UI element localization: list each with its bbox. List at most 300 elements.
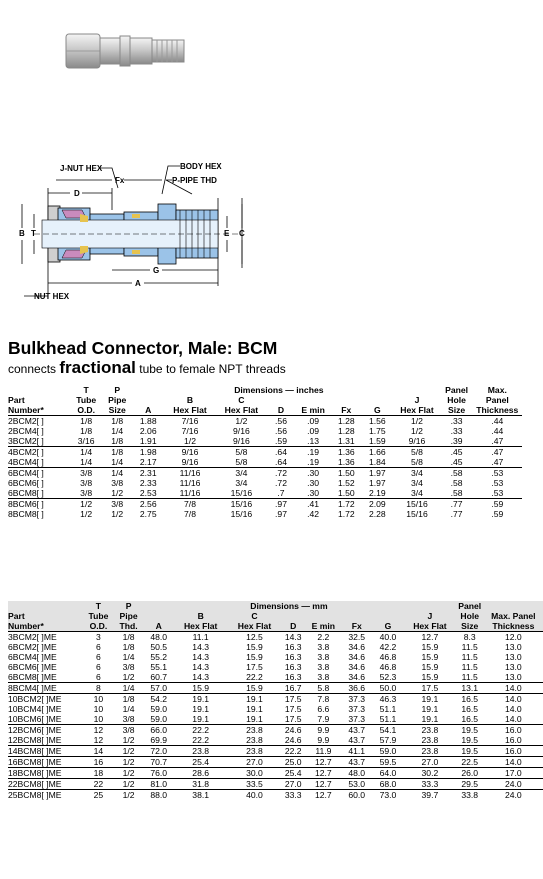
inch-cell: .77 xyxy=(441,499,473,510)
mm-cell: 3.8 xyxy=(317,662,330,672)
inch-cell: .59 xyxy=(473,499,522,510)
inch-cell: 2.31 xyxy=(132,468,164,479)
mm-header-cell: J xyxy=(404,611,456,621)
mm-cell: 51.1 xyxy=(379,704,397,714)
mm-cell: 30.2 xyxy=(404,768,456,779)
inch-header-cell: Pipe xyxy=(108,395,127,405)
inch-cell: 2.53 xyxy=(139,488,157,498)
mm-table-row xyxy=(8,725,543,736)
mm-cell: 3 xyxy=(96,632,101,642)
mm-cell: 30.0 xyxy=(228,768,282,779)
mm-cell: 25.4 xyxy=(174,757,228,768)
inch-part-number: 4BCM2[ ] xyxy=(8,447,70,458)
mm-cell: 27.0 xyxy=(228,757,282,768)
inch-part-number: 8BCM8[ ] xyxy=(8,509,44,519)
mm-header-cell: Tube xyxy=(83,611,113,621)
mm-header-cell: Hex Flat xyxy=(404,621,456,632)
mm-cell: 1/8 xyxy=(122,632,135,642)
mm-cell: 14.0 xyxy=(484,694,543,705)
product-subtitle xyxy=(8,358,286,378)
inch-cell: 9/16 xyxy=(408,436,426,446)
mm-header-cell xyxy=(305,611,342,621)
inch-table-row xyxy=(8,488,522,499)
inch-cell: 1/2 xyxy=(80,509,93,519)
inch-header-cell: J xyxy=(414,395,420,405)
mm-cell: 12.0 xyxy=(504,632,522,642)
mm-cell: 10 xyxy=(93,714,104,724)
inch-header-cell: Thickness xyxy=(473,405,522,416)
inch-cell: 1/8 xyxy=(80,416,93,426)
mm-cell: 3/8 xyxy=(122,714,135,724)
mm-cell: 14.0 xyxy=(484,757,543,768)
mm-cell: 60.0 xyxy=(342,790,372,801)
mm-table-row xyxy=(8,735,543,746)
mm-header-cell xyxy=(372,611,404,621)
mm-part-number: 6BCM2[ ]ME xyxy=(8,642,57,652)
mm-cell: 16.5 xyxy=(461,714,479,724)
inch-cell: .72 xyxy=(275,478,287,488)
mm-part-number: 6BCM8[ ]ME xyxy=(8,672,57,682)
mm-cell: 11.9 xyxy=(305,746,342,757)
inch-cell: 1/4 xyxy=(111,457,124,467)
mm-cell: 22 xyxy=(83,779,113,790)
mm-cell: 16.3 xyxy=(284,642,302,652)
inch-cell: 7/16 xyxy=(181,426,199,436)
mm-cell: 28.6 xyxy=(174,768,228,779)
inch-cell: 3/4 xyxy=(216,468,267,479)
mm-header-blank xyxy=(144,601,174,611)
inch-cell: 3/8 xyxy=(80,478,93,488)
inch-cell: .64 xyxy=(267,447,295,458)
mm-cell: 24.0 xyxy=(484,790,543,801)
mm-cell: 16 xyxy=(83,757,113,768)
mm-cell: 25 xyxy=(83,790,113,801)
mm-cell: 22.5 xyxy=(456,757,484,768)
mm-header-cell: Size xyxy=(456,621,484,632)
mm-cell: 64.0 xyxy=(372,768,404,779)
mm-cell: 50.5 xyxy=(150,642,168,652)
mm-header-cell: Hole xyxy=(456,611,484,621)
mm-header-cell: Hex Flat xyxy=(228,621,282,632)
mm-cell: 13.0 xyxy=(504,672,522,682)
inch-cell: .97 xyxy=(267,499,295,510)
mm-cell: 6 xyxy=(96,642,101,652)
inch-cell: 15/16 xyxy=(406,509,428,519)
inch-cell: 9/16 xyxy=(164,447,215,458)
inch-table-row xyxy=(8,478,522,488)
subtitle-post: tube to female NPT threads xyxy=(139,362,286,376)
mm-cell: 31.8 xyxy=(174,779,228,790)
inch-cell: 1.75 xyxy=(368,426,386,436)
mm-header-cell: Thickness xyxy=(484,621,543,632)
mm-cell: 40.0 xyxy=(379,632,397,642)
mm-header-cell: G xyxy=(372,621,404,632)
inch-cell: .59 xyxy=(275,436,287,446)
mm-cell: 1/2 xyxy=(113,757,143,768)
mm-part-number: 25BCM8[ ]ME xyxy=(8,790,83,801)
inch-cell: 1/4 xyxy=(111,426,124,436)
mm-cell: 19.1 xyxy=(246,714,263,724)
inch-cell: .58 xyxy=(441,468,473,479)
mm-header-dims-row xyxy=(8,601,543,611)
inch-cell: 1/2 xyxy=(70,499,102,510)
mm-cell: 2.2 xyxy=(317,632,330,642)
label-t: T xyxy=(31,229,36,238)
mm-cell: 17.5 xyxy=(404,683,456,694)
inch-cell: 1/8 xyxy=(80,426,93,436)
mm-part-number: 22BCM8[ ]ME xyxy=(8,779,83,790)
inch-part-number: 2BCM2[ ] xyxy=(8,416,44,426)
mm-header-cell: Max. Panel xyxy=(484,611,543,621)
mm-cell: 23.8 xyxy=(404,725,456,736)
inch-cell: 1.28 xyxy=(337,426,355,436)
mm-cell: 1/8 xyxy=(122,642,135,652)
inch-cell: 1.31 xyxy=(337,436,355,446)
mm-cell: 27.0 xyxy=(404,757,456,768)
mm-cell: 14.0 xyxy=(484,683,543,694)
inch-cell: 3/8 xyxy=(70,468,102,479)
inch-table-row xyxy=(8,447,522,458)
inch-cell: .45 xyxy=(441,447,473,458)
inch-header-cell: Hole xyxy=(447,395,466,405)
inch-cell: 3/8 xyxy=(111,478,124,488)
inch-table-row xyxy=(8,426,522,436)
inch-cell: 1/2 xyxy=(184,436,196,446)
mm-cell: 12.7 xyxy=(305,768,342,779)
mm-part-number: 3BCM2[ ]ME xyxy=(8,632,57,642)
mm-cell: 24.6 xyxy=(281,725,305,736)
mm-dimensions-table xyxy=(8,601,543,800)
inch-cell: .77 xyxy=(450,509,463,519)
label-body-hex: BODY HEX xyxy=(180,162,222,171)
inch-table-row xyxy=(8,509,522,519)
mm-cell: 25.0 xyxy=(281,757,305,768)
mm-header-blank xyxy=(8,601,83,611)
inch-cell: 1.97 xyxy=(361,468,393,479)
inch-cell: 2.17 xyxy=(139,457,157,467)
mm-cell: 15.9 xyxy=(228,683,282,694)
inch-cell: .72 xyxy=(267,468,295,479)
mm-cell: 55.1 xyxy=(150,662,168,672)
mm-part-number: 10BCM4[ ]ME xyxy=(8,704,62,714)
mm-cell: 14.0 xyxy=(504,714,522,724)
inch-cell: 1/4 xyxy=(102,468,132,479)
inch-cell: .97 xyxy=(275,509,287,519)
mm-cell: 52.3 xyxy=(379,672,397,682)
inch-part-number: 6BCM4[ ] xyxy=(8,468,70,479)
mm-cell: 1/4 xyxy=(113,683,143,694)
mm-header-blank xyxy=(484,601,543,611)
mm-header-cell: O.D. xyxy=(83,621,113,632)
inch-header-cell: D xyxy=(267,405,295,416)
inch-cell: 5/8 xyxy=(411,457,423,467)
mm-table-row xyxy=(8,790,543,801)
inch-cell: 1/2 xyxy=(411,416,423,426)
mm-cell: 23.8 xyxy=(228,746,282,757)
inch-header-cell: Hex Flat xyxy=(164,405,215,416)
inch-cell: 1.97 xyxy=(368,478,386,488)
inch-cell: 1/2 xyxy=(111,509,124,519)
mm-cell: 15.9 xyxy=(421,642,439,652)
inch-header-cell: Part xyxy=(8,395,25,405)
mm-cell: 15.9 xyxy=(174,683,228,694)
mm-cell: 14.3 xyxy=(192,672,210,682)
mm-cell: 54.1 xyxy=(372,725,404,736)
inch-header-cell: Number* xyxy=(8,405,70,416)
mm-header-cell: Number* xyxy=(8,621,83,632)
mm-header-blank xyxy=(404,601,456,611)
mm-cell: 7.9 xyxy=(317,714,330,724)
mm-cell: 19.1 xyxy=(228,694,282,705)
mm-cell: 59.5 xyxy=(372,757,404,768)
mm-dims-title: Dimensions — mm xyxy=(174,601,404,611)
inch-cell: 2.09 xyxy=(361,499,393,510)
mm-cell: 17.5 xyxy=(284,704,302,714)
mm-cell: 17.5 xyxy=(281,694,305,705)
inch-header-blank xyxy=(393,385,440,395)
mm-cell: 9.9 xyxy=(317,735,330,745)
inch-header-row xyxy=(8,395,522,405)
mm-cell: 34.6 xyxy=(348,672,366,682)
inch-cell: 1.88 xyxy=(139,416,157,426)
inch-header-cell: Fx xyxy=(331,405,361,416)
mm-header-row xyxy=(8,621,543,632)
mm-cell: 14.3 xyxy=(192,662,210,672)
mm-cell: 22.2 xyxy=(246,672,263,682)
mm-cell: 24.0 xyxy=(484,779,543,790)
inch-cell: 7/8 xyxy=(184,509,196,519)
mm-cell: 46.3 xyxy=(372,694,404,705)
inch-cell: 1.59 xyxy=(368,436,386,446)
inch-header-blank: T xyxy=(83,385,89,395)
mm-part-number: 12BCM8[ ]ME xyxy=(8,735,62,745)
mm-cell: 70.7 xyxy=(144,757,174,768)
mm-header-cell: C xyxy=(228,611,282,621)
inch-cell: .7 xyxy=(277,488,285,498)
inch-cell: 3/16 xyxy=(77,436,95,446)
mm-cell: 8.3 xyxy=(463,632,476,642)
inch-cell: 2.28 xyxy=(368,509,386,519)
inch-cell: 1.84 xyxy=(368,457,386,467)
label-nut-hex: NUT HEX xyxy=(34,292,70,301)
mm-cell: 26.0 xyxy=(456,768,484,779)
inch-cell: 11/16 xyxy=(179,488,201,498)
inch-cell: 15/16 xyxy=(230,509,253,519)
mm-cell: 1/2 xyxy=(122,672,135,682)
mm-cell: 66.0 xyxy=(144,725,174,736)
mm-cell: 11.5 xyxy=(461,652,478,662)
mm-cell: 27.0 xyxy=(281,779,305,790)
mm-cell: 23.8 xyxy=(404,746,456,757)
mm-cell: 16.5 xyxy=(461,704,479,714)
inch-cell: 15/16 xyxy=(216,499,267,510)
inch-cell: 3/8 xyxy=(102,499,132,510)
mm-cell: 6.6 xyxy=(317,704,330,714)
technical-drawing xyxy=(14,158,264,304)
inch-header-cell: B xyxy=(186,395,194,405)
inch-cell: 9/16 xyxy=(181,457,199,467)
product-title: Bulkhead Connector, Male: BCM xyxy=(8,338,278,358)
mm-cell: 33.8 xyxy=(456,790,484,801)
mm-cell: 17.0 xyxy=(484,768,543,779)
inch-cell: 1.66 xyxy=(361,447,393,458)
inch-header-blank: Max. xyxy=(487,385,507,395)
inch-cell: .33 xyxy=(450,416,463,426)
mm-cell: 37.3 xyxy=(342,694,372,705)
mm-header-cell: Thd. xyxy=(113,621,143,632)
mm-table-row xyxy=(8,779,543,790)
mm-header-cell: Fx xyxy=(342,621,372,632)
inch-cell: .44 xyxy=(491,426,504,436)
mm-cell: 3.8 xyxy=(317,652,330,662)
inch-header-cell xyxy=(331,395,361,405)
inch-cell: 7/8 xyxy=(164,499,215,510)
mm-cell: 14.0 xyxy=(504,704,522,714)
mm-cell: 19.1 xyxy=(404,694,456,705)
inch-header-cell: G xyxy=(361,405,393,416)
inch-cell: 1.36 xyxy=(337,457,355,467)
mm-cell: 72.0 xyxy=(144,746,174,757)
inch-cell: .47 xyxy=(491,436,504,446)
inch-part-number: 8BCM6[ ] xyxy=(8,499,70,510)
mm-cell: 5.8 xyxy=(305,683,342,694)
mm-cell: 6 xyxy=(96,652,101,662)
mm-cell: 17.5 xyxy=(284,714,302,724)
mm-cell: 3.8 xyxy=(317,672,330,682)
mm-cell: 22.2 xyxy=(174,725,228,736)
mm-cell: 60.7 xyxy=(150,672,168,682)
mm-cell: 1/8 xyxy=(113,694,143,705)
inch-cell: 1/8 xyxy=(111,416,124,426)
inch-table-row xyxy=(8,499,522,510)
inch-cell: .30 xyxy=(307,478,320,488)
mm-cell: 69.9 xyxy=(150,735,168,745)
inch-cell: .56 xyxy=(275,426,287,436)
mm-cell: 18 xyxy=(83,768,113,779)
inch-header-blank: P xyxy=(114,385,121,395)
inch-cell: 5/8 xyxy=(216,447,267,458)
inch-header-cell xyxy=(132,395,164,405)
inch-cell: 1.72 xyxy=(337,509,355,519)
mm-cell: 19.1 xyxy=(421,714,439,724)
inch-cell: .42 xyxy=(307,509,320,519)
mm-cell: 14.3 xyxy=(192,652,210,662)
inch-dims-title: Dimensions — inches xyxy=(234,385,324,395)
mm-header-cell: Pipe xyxy=(113,611,143,621)
mm-cell: 33.5 xyxy=(228,779,282,790)
inch-header-blank xyxy=(8,385,70,395)
mm-cell: 12.7 xyxy=(421,632,439,642)
inch-cell: .58 xyxy=(450,478,463,488)
inch-cell: 3/4 xyxy=(411,488,423,498)
mm-cell: 13.0 xyxy=(504,642,522,652)
inch-cell: 1.72 xyxy=(331,499,361,510)
mm-cell: 48.0 xyxy=(342,768,372,779)
inch-header-cell: C xyxy=(238,395,245,405)
mm-cell: 24.6 xyxy=(284,735,302,745)
inch-table-row xyxy=(8,457,522,468)
inch-cell: 3/4 xyxy=(393,468,440,479)
mm-cell: 3/8 xyxy=(122,662,135,672)
mm-cell: 41.1 xyxy=(342,746,372,757)
mm-cell: 6 xyxy=(96,672,101,682)
label-j-nut-hex: J-NUT HEX xyxy=(60,164,103,173)
mm-part-number: 6BCM6[ ]ME xyxy=(8,662,57,672)
mm-cell: 19.1 xyxy=(421,704,439,714)
subtitle-pre: connects xyxy=(8,362,57,376)
mm-cell: 48.0 xyxy=(150,632,168,642)
mm-part-number: 10BCM6[ ]ME xyxy=(8,714,62,724)
inch-cell: 1/4 xyxy=(80,457,93,467)
mm-cell: 33.3 xyxy=(281,790,305,801)
inch-cell: .19 xyxy=(307,457,320,467)
mm-cell: 19.5 xyxy=(456,725,484,736)
inch-cell: 3/8 xyxy=(80,488,93,498)
mm-cell: 16.5 xyxy=(456,694,484,705)
inch-header-cell: Hex Flat xyxy=(393,405,440,416)
mm-cell: 10 xyxy=(93,704,104,714)
mm-cell: 55.2 xyxy=(150,652,168,662)
mm-cell: 23.8 xyxy=(421,735,439,745)
mm-cell: 15.9 xyxy=(421,672,439,682)
inch-header-cell: Panel xyxy=(485,395,509,405)
mm-header-row xyxy=(8,611,543,621)
mm-cell: 1/2 xyxy=(113,790,143,801)
mm-cell: 43.7 xyxy=(348,735,366,745)
mm-table-row xyxy=(8,746,543,757)
inch-cell: .64 xyxy=(275,457,287,467)
inch-header-cell xyxy=(361,395,393,405)
inch-cell: 2.75 xyxy=(139,509,157,519)
inch-header-cell: O.D. xyxy=(70,405,102,416)
mm-cell: 46.8 xyxy=(379,662,397,672)
mm-table-row xyxy=(8,714,543,725)
inch-header-cell: A xyxy=(132,405,164,416)
inch-table-row xyxy=(8,436,522,447)
mm-cell: 57.0 xyxy=(144,683,174,694)
mm-cell: 1/2 xyxy=(113,779,143,790)
inch-cell: 11/16 xyxy=(179,478,201,488)
inch-cell: 3/4 xyxy=(411,478,423,488)
mm-cell: 19.1 xyxy=(192,704,210,714)
inch-cell: 1.56 xyxy=(368,416,386,426)
mm-table-row xyxy=(8,683,543,694)
inch-header-cell xyxy=(267,395,295,405)
inch-cell: 9/16 xyxy=(233,426,250,436)
mm-cell: 33.3 xyxy=(404,779,456,790)
inch-cell: 15/16 xyxy=(393,499,440,510)
label-a: A xyxy=(135,279,141,288)
inch-cell: 5/8 xyxy=(393,447,440,458)
label-p-pipe-thd: P-PIPE THD xyxy=(172,176,217,185)
inch-header-blank xyxy=(132,385,164,395)
mm-cell: 14.3 xyxy=(192,642,210,652)
mm-cell: 39.7 xyxy=(404,790,456,801)
subtitle-emphasis: fractional xyxy=(59,358,136,377)
mm-cell: 42.2 xyxy=(379,642,397,652)
mm-cell: 46.8 xyxy=(379,652,397,662)
inch-cell: .47 xyxy=(491,457,504,467)
mm-cell: 11.1 xyxy=(192,632,209,642)
product-photo xyxy=(62,26,192,78)
label-b: B xyxy=(19,229,25,238)
mm-cell: 16.0 xyxy=(484,746,543,757)
inch-cell: 11/16 xyxy=(164,468,215,479)
inch-cell: .19 xyxy=(295,447,331,458)
inch-cell: 1/4 xyxy=(70,447,102,458)
mm-cell: 8 xyxy=(83,683,113,694)
inch-cell: 1.28 xyxy=(337,416,355,426)
